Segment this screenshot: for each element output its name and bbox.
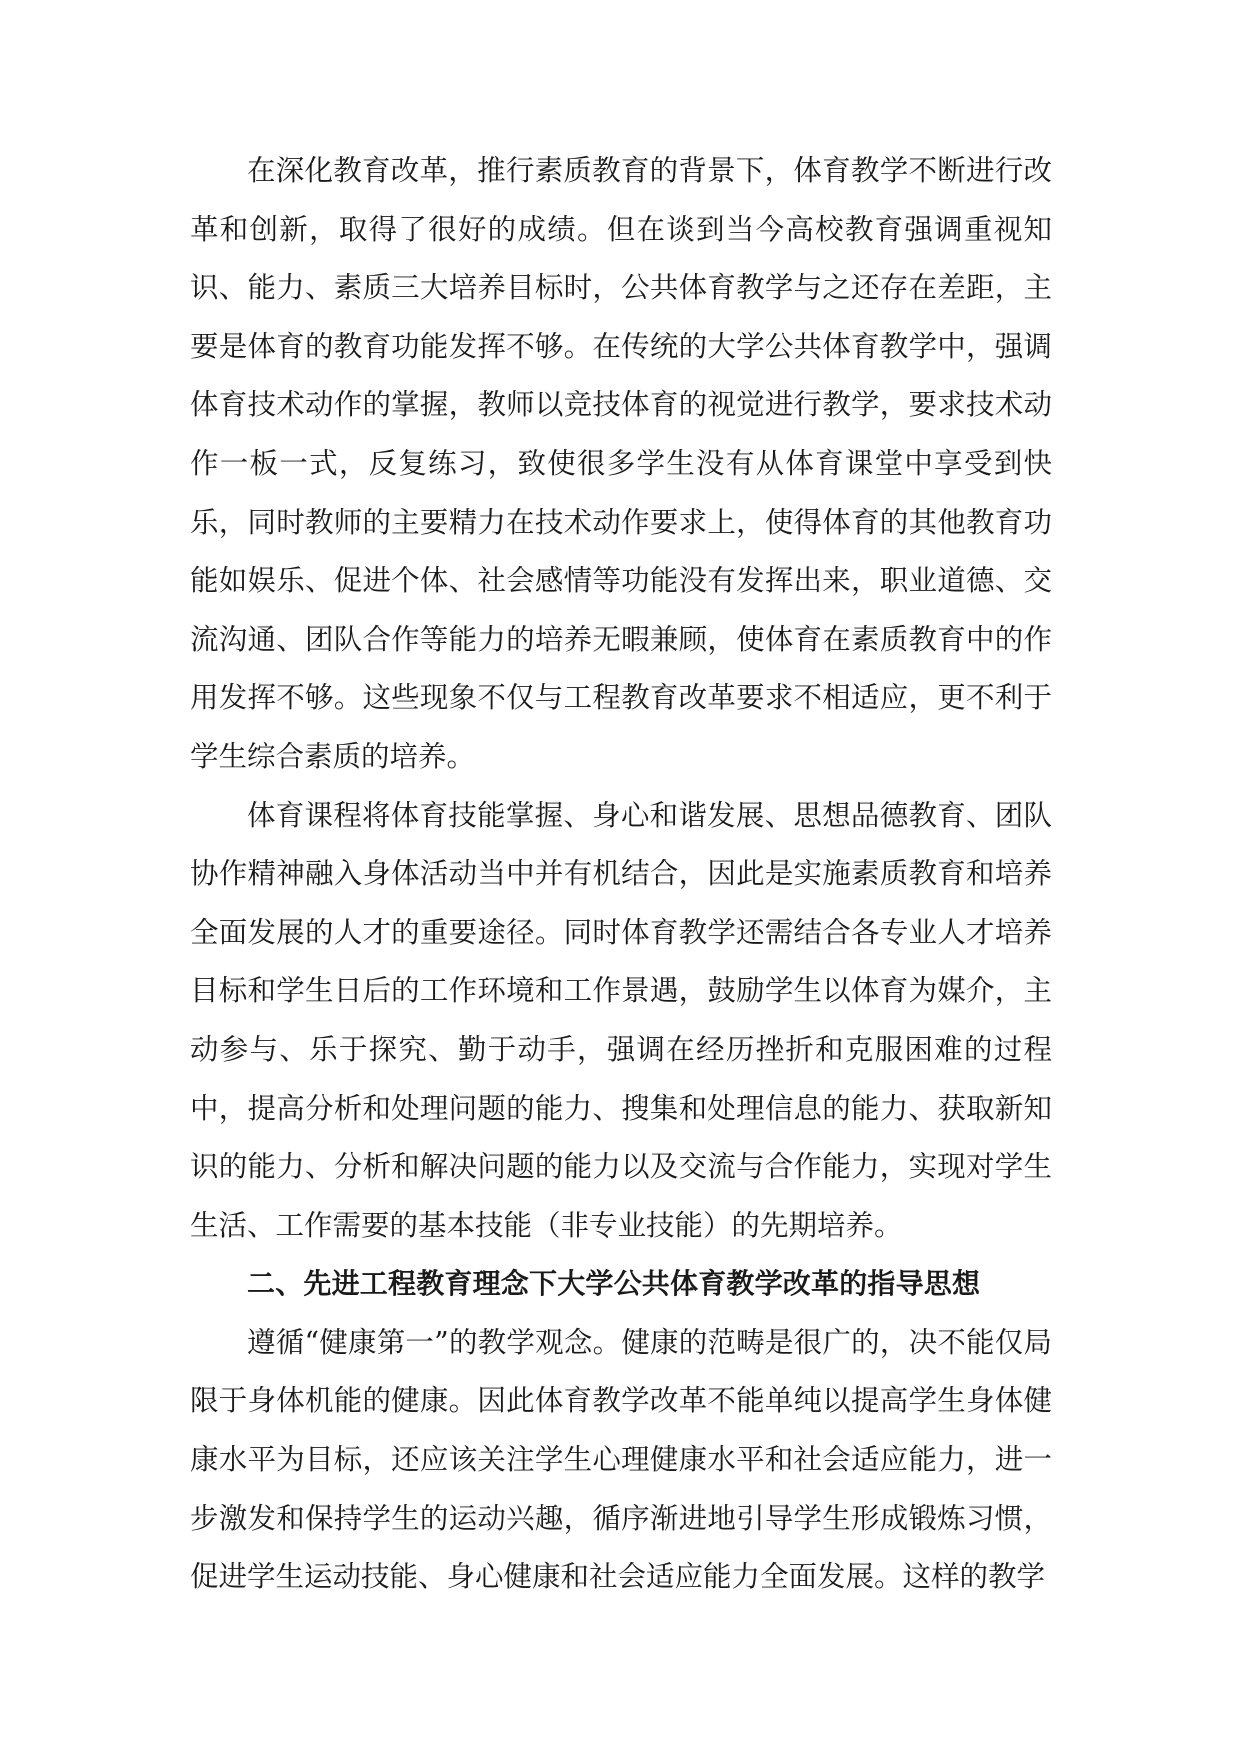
body-paragraph-1: 在深化教育改革，推行素质教育的背景下，体育教学不断进行改革和创新，取得了很好的成绩。但在谈到当今高校教育强调重视知识、能力、素质三大培养目标时，公共体育教学与之还存在差距，主要是体育的教育功能发挥不够。在传统的大学公共体育教学中，强调体育技术动作的掌握，教师以竞技体育的视觉进行教学，要求技术动作一板一式，反复练习，致使很多学生没有从体育课堂中享受到快乐，同时教师的主要精力在技术动作要求上，使得体育的其他教育功能如娱乐、促进个体、社会感情等功能没有发挥出来，职业道德、交流沟通、团队合作等能力的培养无暇兼顾，使体育在素质教育中的作用发挥不够。这些现象不仅与工程教育改革要求不相适应，更不利于学生综合素质的培养。	[190, 154, 1052, 773]
body-paragraph-3: 遵循“健康第一”的教学观念。健康的范畴是很广的，决不能仅局限于身体机能的健康。因此体育教学改革不能单纯以提高学生身体健康水平为目标，还应该关注学生心理健康水平和社会适应能力，进一步激发和保持学生的运动兴趣，循序渐进地引导学生形成锻炼习惯，促进学生运动技能、身心健康和社会适应能力全面发展。这样的教学	[190, 1325, 1052, 1594]
body-paragraph-2: 体育课程将体育技能掌握、身心和谐发展、思想品德教育、团队协作精神融入身体活动当中并有机结合，因此是实施素质教育和培养全面发展的人才的重要途径。同时体育教学还需结合各专业人才培养目标和学生日后的工作环境和工作景遇，鼓励学生以体育为媒介，主动参与、乐于探究、勤于动手，强调在经历挫折和克服困难的过程中，提高分析和处理问题的能力、搜集和处理信息的能力、获取新知识的能力、分析和解决问题的能力以及交流与合作能力，实现对学生生活、工作需要的基本技能（非专业技能）的先期培养。	[190, 798, 1052, 1242]
section-heading: 二、先进工程教育理念下大学公共体育教学改革的指导思想	[247, 1267, 981, 1301]
document-body	[190, 142, 1052, 1607]
